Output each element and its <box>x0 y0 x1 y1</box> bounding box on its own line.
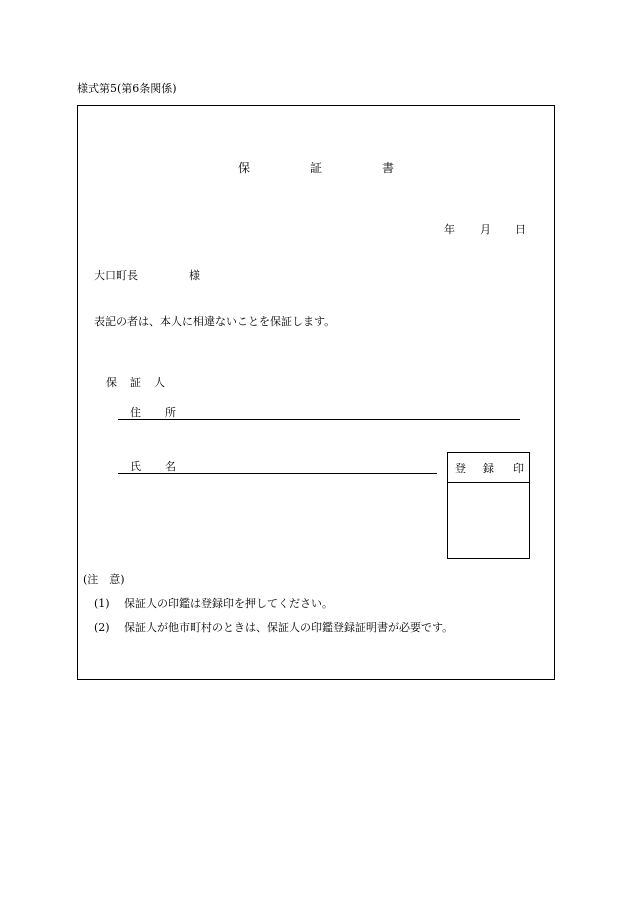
addressee-honorific: 様 <box>189 269 200 282</box>
form-number: 様式第5(第6条関係) <box>77 82 177 95</box>
notes-heading: (注 意) <box>83 573 125 586</box>
note-number: (2) <box>94 621 110 634</box>
name-underline <box>118 473 437 474</box>
addressee-name: 大口町長 <box>94 269 138 282</box>
seal-label-char-1: 登 <box>455 462 466 475</box>
title-char-3: 書 <box>382 161 395 175</box>
guarantor-heading-char-3: 人 <box>154 376 165 389</box>
name-label-char-2: 名 <box>165 460 176 473</box>
note-number: (1) <box>94 597 110 610</box>
address-label-char-1: 住 <box>130 406 141 419</box>
address-underline <box>118 419 520 420</box>
date-year-label: 年 <box>444 223 455 236</box>
title-char-2: 証 <box>310 161 323 175</box>
seal-label-char-2: 録 <box>483 462 494 475</box>
name-label-char-1: 氏 <box>130 460 141 473</box>
seal-label-char-3: 印 <box>513 462 524 475</box>
guarantee-form <box>77 105 555 680</box>
note-text: 保証人の印鑑は登録印を押してください。 <box>124 597 333 610</box>
guarantor-heading-char-2: 証 <box>130 376 141 389</box>
date-month-label: 月 <box>480 223 491 236</box>
guarantor-heading-char-1: 保 <box>106 376 117 389</box>
note-text: 保証人が他市町村のときは、保証人の印鑑登録証明書が必要です。 <box>124 621 454 634</box>
address-label-char-2: 所 <box>165 406 176 419</box>
title-char-1: 保 <box>238 161 251 175</box>
seal-header-divider <box>448 482 529 483</box>
guarantee-statement: 表記の者は、本人に相違ないことを保証します。 <box>94 315 336 328</box>
date-day-label: 日 <box>515 223 526 236</box>
registered-seal-box[interactable] <box>447 452 530 559</box>
